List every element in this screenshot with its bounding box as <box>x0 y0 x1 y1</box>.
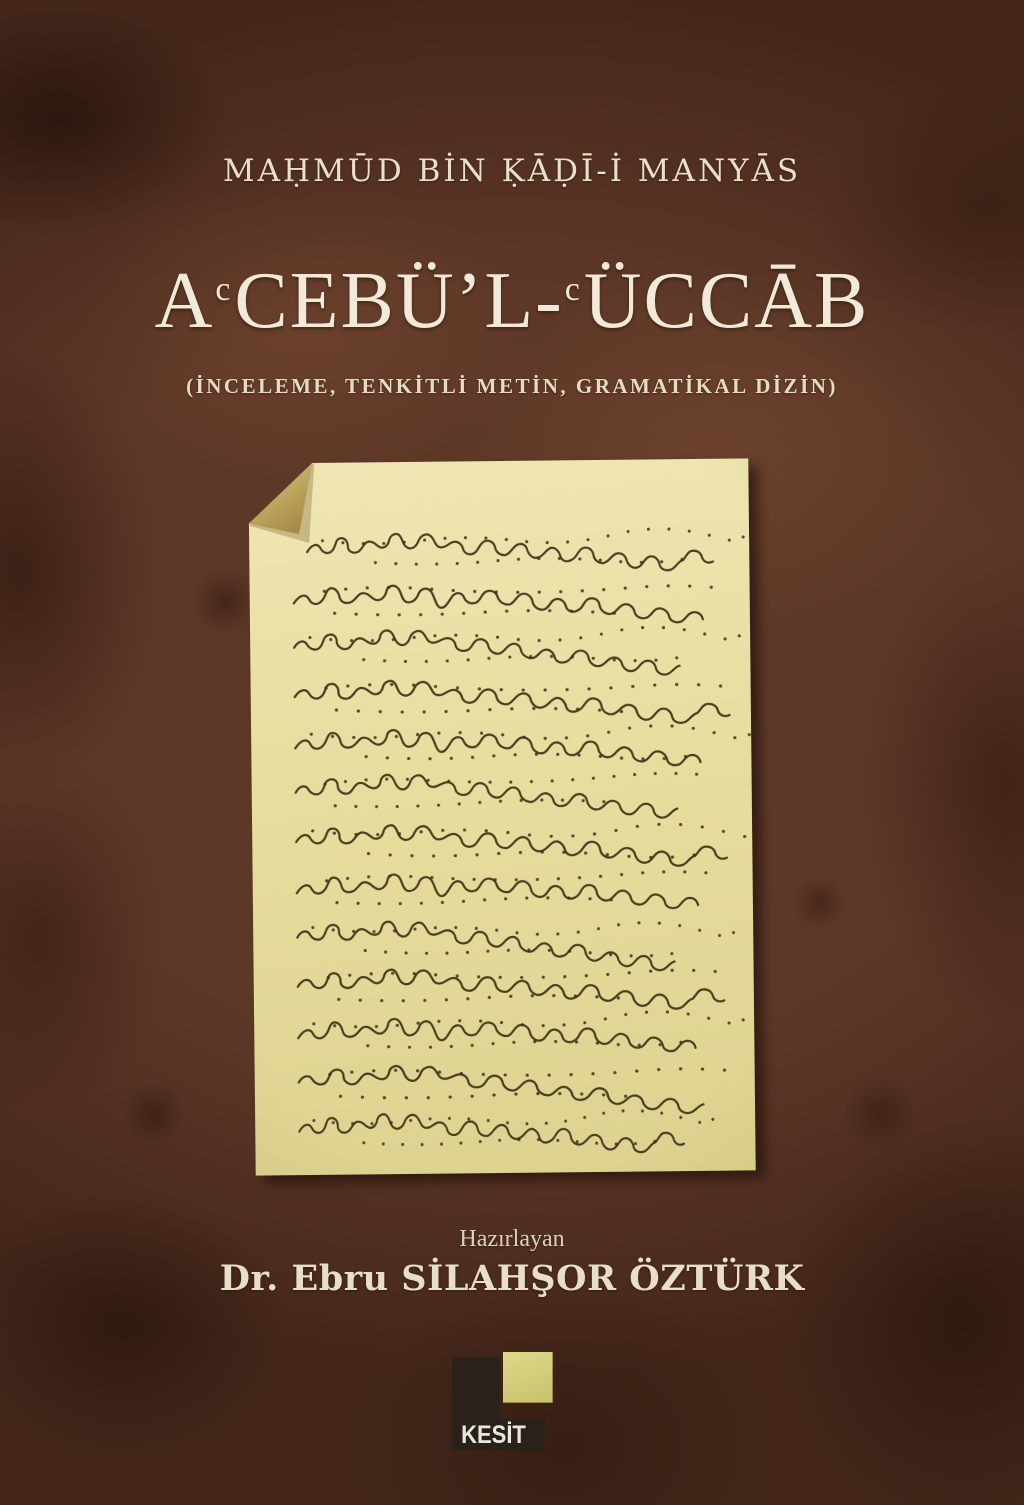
logo-khaki-square <box>503 1352 553 1403</box>
subtitle: (İNCELEME, TENKİTLİ METİN, GRAMATİKAL DİZİN) <box>186 374 838 398</box>
ayin-superscript: c <box>215 271 233 309</box>
title-part: A <box>154 257 215 345</box>
manuscript-text-lines-art <box>248 458 755 1175</box>
manuscript-image <box>248 458 755 1175</box>
publisher-wordmark: KESİT <box>461 1421 526 1449</box>
preparer-name: Dr. Ebru SİLAHŞOR ÖZTÜRK <box>219 1258 805 1299</box>
ayin-superscript: c <box>564 271 582 309</box>
publisher-logo <box>452 1352 554 1450</box>
book-title <box>0 256 1024 347</box>
title-part: ÜCCĀB <box>583 257 870 345</box>
preparer-label: Hazırlayan <box>459 1226 565 1252</box>
folded-corner <box>248 463 339 554</box>
manuscript-page <box>248 458 755 1175</box>
author-name: MAḤMŪD BİN ḲĀḌĪ-İ MANYĀS <box>222 153 802 189</box>
manuscript-lines <box>293 527 756 1158</box>
title-part: CEBÜ’L- <box>234 257 564 345</box>
